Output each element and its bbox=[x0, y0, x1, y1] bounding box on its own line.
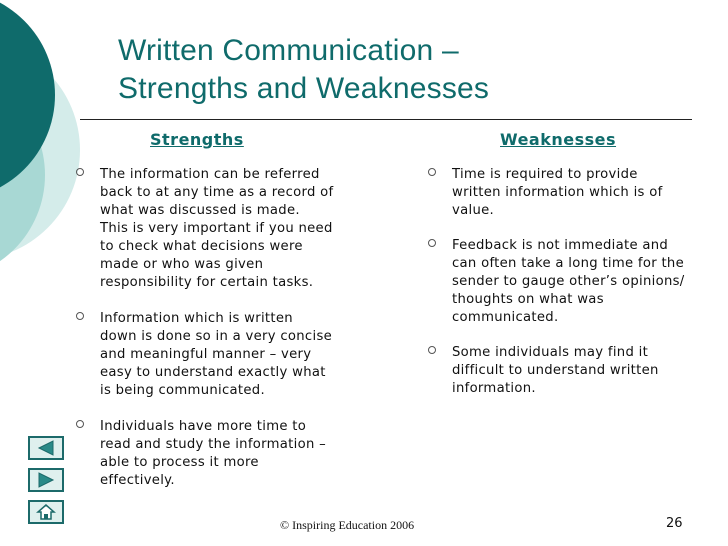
list-item-line: down is done so in a very concise bbox=[100, 329, 333, 344]
slide-title-line-1: Written Communication – bbox=[118, 34, 459, 67]
list-item-line: information. bbox=[452, 381, 536, 396]
list-item-line: what was discussed is made. bbox=[100, 203, 300, 218]
list-item-line: Time is required to provide bbox=[452, 167, 638, 182]
list-item-line: difficult to understand written bbox=[452, 363, 659, 378]
list-item-line: can often take a long time for the bbox=[452, 256, 684, 271]
list-item bbox=[428, 237, 696, 327]
list-item-line: thoughts on what was bbox=[452, 292, 604, 307]
page-number: 26 bbox=[666, 516, 683, 531]
decorative-circles bbox=[0, 0, 80, 300]
footer-copyright: © Inspiring Education 2006 bbox=[280, 518, 415, 532]
list-item-line: Individuals have more time to bbox=[100, 419, 307, 434]
list-item-line: able to process it more bbox=[100, 455, 259, 470]
triangle-left-icon bbox=[36, 440, 56, 456]
next-button[interactable] bbox=[28, 468, 64, 492]
title-divider bbox=[80, 119, 692, 120]
weaknesses-heading: Weaknesses bbox=[500, 130, 617, 149]
list-item bbox=[76, 310, 351, 400]
bullet-icon bbox=[76, 168, 84, 176]
strengths-heading: Strengths bbox=[150, 130, 244, 149]
list-item-line: sender to gauge other’s opinions/ bbox=[452, 274, 685, 289]
bullet-icon bbox=[428, 346, 436, 354]
list-item-line: Feedback is not immediate and bbox=[452, 238, 669, 253]
strengths-list bbox=[76, 166, 351, 508]
list-item-line: This is very important if you need bbox=[100, 221, 333, 236]
list-item bbox=[76, 418, 351, 490]
bullet-icon bbox=[76, 312, 84, 320]
triangle-right-icon bbox=[36, 472, 56, 488]
list-item-line: Information which is written bbox=[100, 311, 293, 326]
list-item-line: effectively. bbox=[100, 473, 175, 488]
list-item-line: made or who was given bbox=[100, 257, 264, 272]
list-item-line: and meaningful manner – very bbox=[100, 347, 312, 362]
slide-title bbox=[118, 32, 698, 108]
list-item bbox=[428, 166, 696, 220]
bullet-icon bbox=[76, 420, 84, 428]
list-item-line: value. bbox=[452, 203, 495, 218]
previous-button[interactable] bbox=[28, 436, 64, 460]
list-item-line: back to at any time as a record of bbox=[100, 185, 334, 200]
list-item-line: communicated. bbox=[452, 310, 559, 325]
list-item-line: responsibility for certain tasks. bbox=[100, 275, 314, 290]
bullet-icon bbox=[428, 168, 436, 176]
list-item-line: read and study the information – bbox=[100, 437, 326, 452]
bullet-icon bbox=[428, 239, 436, 247]
list-item-line: The information can be referred bbox=[100, 167, 320, 182]
list-item-line: easy to understand exactly what bbox=[100, 365, 326, 380]
list-item-line: written information which is of bbox=[452, 185, 663, 200]
list-item-line: is being communicated. bbox=[100, 383, 265, 398]
list-item-line: to check what decisions were bbox=[100, 239, 303, 254]
home-icon bbox=[36, 503, 56, 521]
list-item bbox=[76, 166, 351, 292]
slide-title-line-2: Strengths and Weaknesses bbox=[118, 72, 490, 105]
home-button[interactable] bbox=[28, 500, 64, 524]
list-item-line: Some individuals may find it bbox=[452, 345, 649, 360]
weaknesses-list bbox=[428, 166, 696, 415]
list-item bbox=[428, 344, 696, 398]
